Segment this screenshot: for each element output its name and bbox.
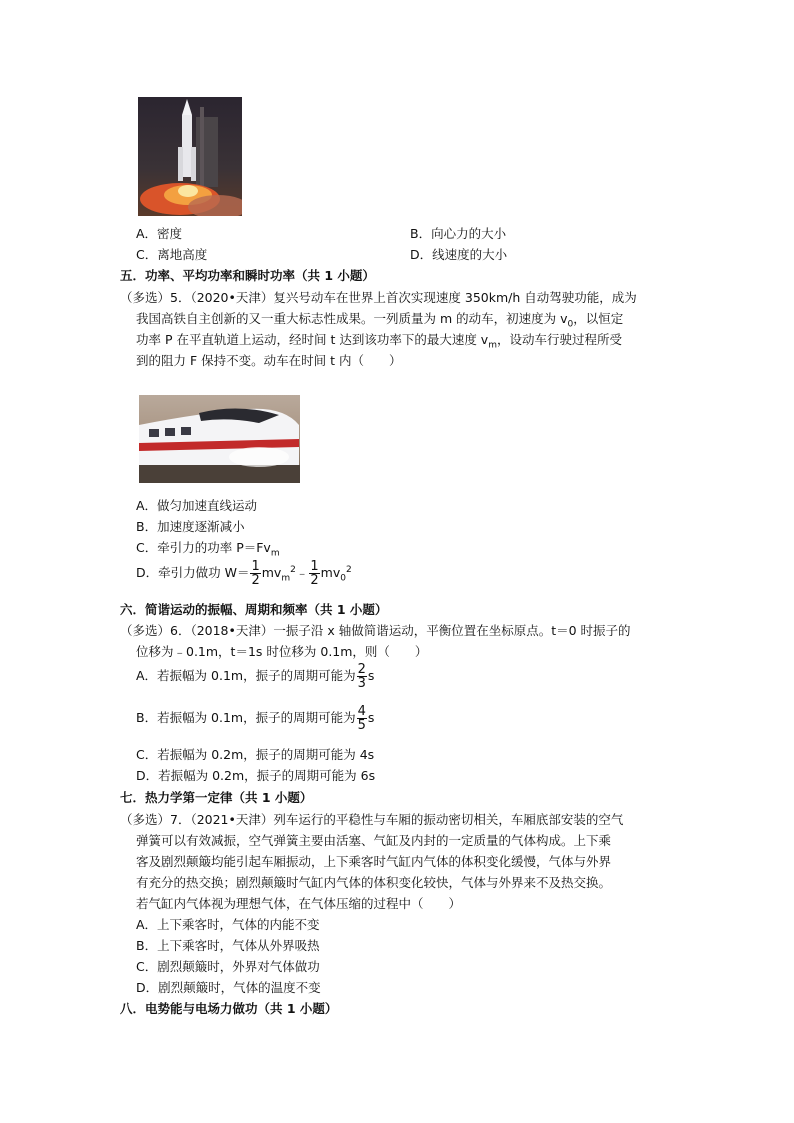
- fraction: $\frac{1}{2}$: [310, 559, 319, 588]
- q7-line-3: 客及剧烈颠簸均能引起车厢振动，上下乘客时气缸内气体的体积变化缓慢，气体与外界: [136, 854, 612, 869]
- q4-option-d: D．线速度的大小: [410, 247, 508, 262]
- section-7-heading: 七．热力学第一定律（共 1 小题）: [120, 790, 313, 805]
- q7-line-1: （多选）7．（2021•天津）列车运行的平稳性与车厢的振动密切相关，车厢底部安装的空气: [120, 812, 624, 827]
- q4-option-b: B．向心力的大小: [410, 226, 507, 241]
- q5-line-3: 功率 P 在平直轨道上运动，经时间 t 达到该功率下的最大速度 $v_m$，设动车行驶过程所受: [136, 332, 623, 351]
- fraction: $\frac{2}{3}$: [357, 662, 366, 691]
- q4-option-c: C．离地高度: [136, 247, 208, 262]
- q5-option-d: D．牵引力做功 W＝ $\frac{1}{2}$ $mv_m^2﹣$ $\frac{1}{2}$ $mv_0^2$: [136, 559, 352, 588]
- q6-option-a: A．若振幅为 0.1m，振子的周期可能为 $\frac{2}{3}$ s: [136, 662, 375, 691]
- q5-line-1: （多选）5．（2020•天津）复兴号动车在世界上首次实现速度 350km/h 自动驾驶功能，成为: [120, 290, 637, 305]
- section-6-heading: 六．简谐运动的振幅、周期和频率（共 1 小题）: [120, 602, 388, 617]
- q6-option-d: D．若振幅为 0.2m，振子的周期可能为 6s: [136, 768, 376, 783]
- fraction: $\frac{4}{5}$: [357, 704, 366, 733]
- q7-line-2: 弹簧可以有效减振，空气弹簧主要由活塞、气缸及内封的一定质量的气体构成。上下乘: [136, 833, 612, 848]
- q5-option-c: C．牵引力的功率 $P=Fv_m$: [136, 540, 280, 559]
- q6-line-2: 位移为﹣0.1m，t＝1s 时位移为 0.1m，则（ ）: [136, 644, 428, 659]
- bullet-train-image: [139, 395, 300, 483]
- q5-option-a: A．做匀加速直线运动: [136, 498, 258, 513]
- fraction: $\frac{1}{2}$: [251, 559, 260, 588]
- section-8-heading: 八．电势能与电场力做功（共 1 小题）: [120, 1001, 338, 1016]
- q7-option-b: B．上下乘客时，气体从外界吸热: [136, 938, 320, 953]
- q4-option-a: A．密度: [136, 226, 183, 241]
- q7-option-c: C．剧烈颠簸时，外界对气体做功: [136, 959, 320, 974]
- q5-line-4: 到的阻力 F 保持不变。动车在时间 t 内（ ）: [136, 353, 402, 368]
- q5-option-b: B．加速度逐渐减小: [136, 519, 245, 534]
- q6-line-1: （多选）6．（2018•天津）一振子沿 x 轴做简谐运动，平衡位置在坐标原点。t＝0 时振子的: [120, 623, 631, 638]
- q7-option-a: A．上下乘客时，气体的内能不变: [136, 917, 320, 932]
- q7-line-5: 若气缸内气体视为理想气体，在气体压缩的过程中（ ）: [136, 896, 462, 911]
- q6-option-b: B．若振幅为 0.1m，振子的周期可能为 $\frac{4}{5}$ s: [136, 704, 375, 733]
- q7-option-d: D．剧烈颠簸时，气体的温度不变: [136, 980, 321, 995]
- q5-line-2: 我国高铁自主创新的又一重大标志性成果。一列质量为 m 的动车，初速度为 $v_0$，以恒定: [136, 311, 624, 330]
- section-5-heading: 五．功率、平均功率和瞬时功率（共 1 小题）: [120, 268, 375, 283]
- q6-option-c: C．若振幅为 0.2m，振子的周期可能为 4s: [136, 747, 375, 762]
- q7-line-4: 有充分的热交换；剧烈颠簸时气缸内气体的体积变化较快，气体与外界来不及热交换。: [136, 875, 612, 890]
- rocket-launch-image: [138, 97, 242, 216]
